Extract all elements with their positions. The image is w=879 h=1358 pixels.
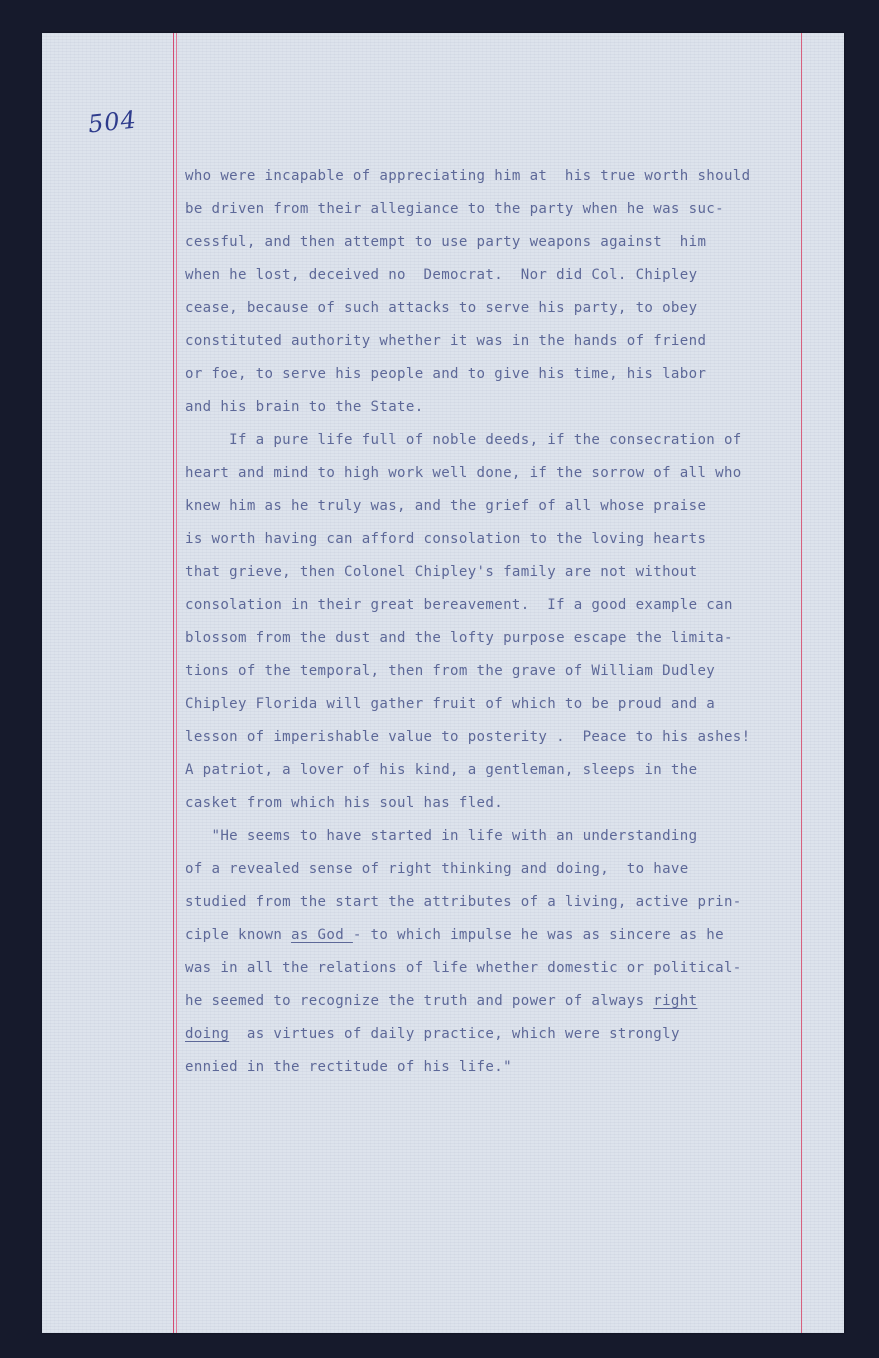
text-line: studied from the start the attributes of a living, active prin- [185,894,742,910]
text-line: Chipley Florida will gather fruit of which to be proud and a [185,696,716,712]
text-line: heart and mind to high work well done, if the sorrow of all who [185,465,742,481]
text-line [185,1018,680,1051]
text-line: was in all the relations of life whether domestic or political- [185,960,742,976]
text-line: blossom from the dust and the lofty purpose escape the limita- [185,630,733,646]
line-segment: as virtues of daily practice, which were strongly [229,1026,680,1042]
text-line [185,919,724,952]
text-line: lesson of imperishable value to posterity . Peace to his ashes! [185,729,751,745]
left-margin-rule-inner [176,33,177,1333]
text-line: tions of the temporal, then from the grave of William Dudley [185,663,716,679]
underlined-phrase: right [653,993,698,1009]
line-segment: he seemed to recognize the truth and power of always [185,993,654,1009]
underlined-phrase: doing [185,1026,230,1042]
text-line: constituted authority whether it was in the hands of friend [185,333,707,349]
line-segment: - to which impulse he was as sincere as he [352,927,724,943]
text-line: or foe, to serve his people and to give his time, his labor [185,366,707,382]
text-line: "He seems to have started in life with an understanding [185,828,698,844]
text-line: A patriot, a lover of his kind, a gentleman, sleeps in the [185,762,698,778]
text-line: of a revealed sense of right thinking and doing, to have [185,861,689,877]
text-line: is worth having can afford consolation to the loving hearts [185,531,707,547]
text-line: when he lost, deceived no Democrat. Nor did Col. Chipley [185,267,698,283]
text-line: If a pure life full of noble deeds, if the consecration of [185,432,742,448]
left-margin-rule [173,33,174,1333]
text-line: casket from which his soul has fled. [185,795,504,811]
text-line: cease, because of such attacks to serve his party, to obey [185,300,698,316]
text-line: ennied in the rectitude of his life." [185,1059,512,1075]
right-margin-rule [801,33,802,1333]
text-line: that grieve, then Colonel Chipley's family are not without [185,564,698,580]
line-segment: ciple known [185,927,292,943]
text-line [185,985,697,1018]
text-line: consolation in their great bereavement. If a good example can [185,597,733,613]
handwritten-page-number: 504 [86,105,139,139]
underlined-phrase: as God [291,927,353,943]
text-line: be driven from their allegiance to the party when he was suc- [185,201,724,217]
text-line: and his brain to the State. [185,399,424,415]
text-line: cessful, and then attempt to use party weapons against him [185,234,707,250]
text-line: who were incapable of appreciating him at his true worth should [185,168,751,184]
text-line: knew him as he truly was, and the grief of all whose praise [185,498,707,514]
